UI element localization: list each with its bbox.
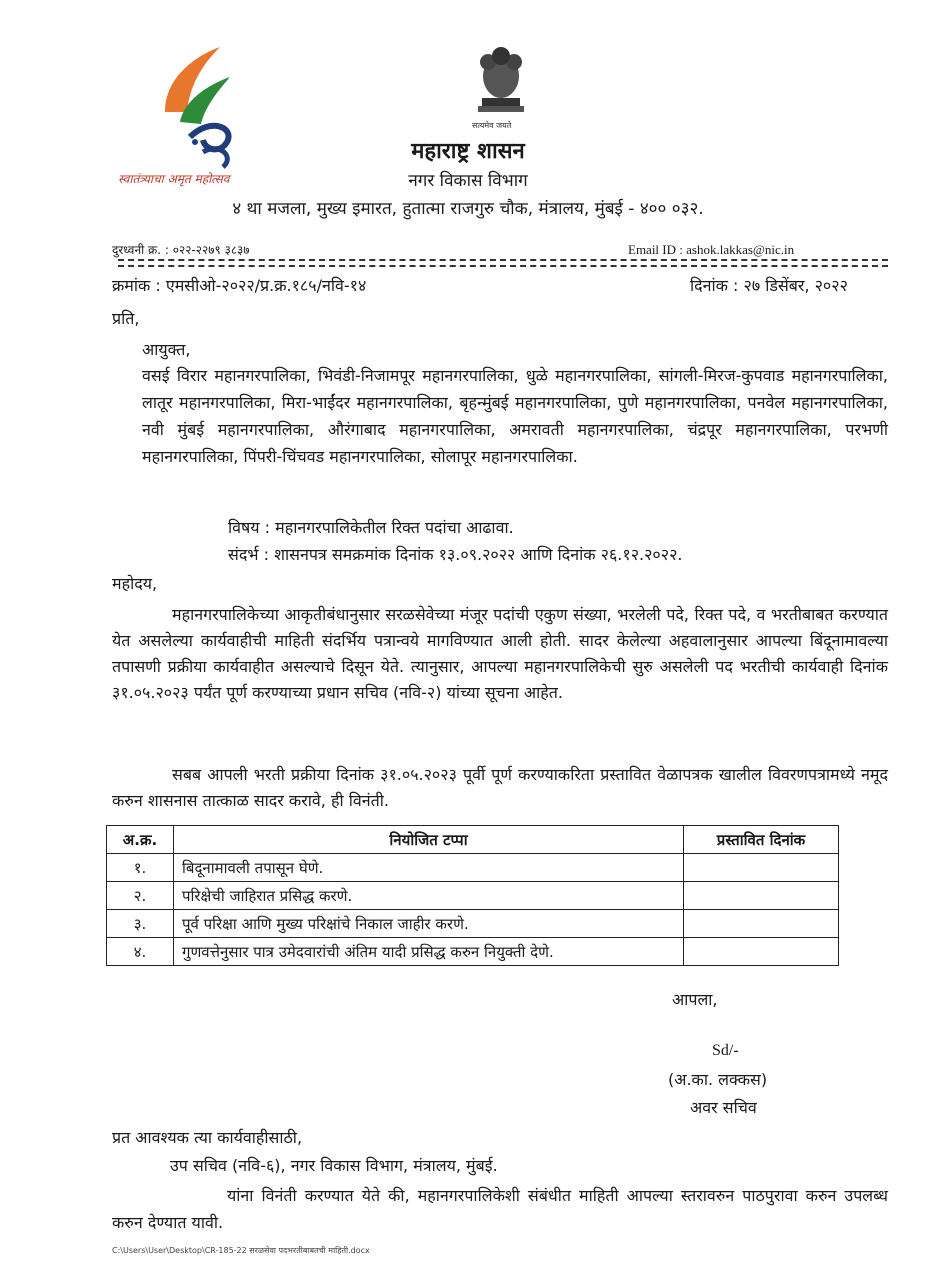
row-step: पूर्व परिक्षा आणि मुख्य परिक्षांचे निकाल जाहीर करणे. (174, 910, 684, 938)
letter-date: दिनांक : २७ डिसेंबर, २०२२ (690, 276, 848, 295)
header-divider (118, 259, 888, 261)
row-date (684, 910, 839, 938)
emblem-motto: सत्यमेव जयते (472, 121, 512, 130)
addressee-title: आयुक्त, (142, 340, 191, 359)
reference-line: संदर्भ : शासनपत्र समक्रमांक दिनांक १३.०९.२०२२ आणि दिनांक २६.१२.२०२२. (228, 545, 683, 564)
row-date (684, 882, 839, 910)
copy-recipient: उप सचिव (नवि-६), नगर विकास विभाग, मंत्रालय, मुंबई. (170, 1156, 498, 1175)
table-row (107, 854, 839, 882)
row-date (684, 854, 839, 882)
file-path: C:\Users\User\Desktop\CR-185-22 सरळसेवा पदभरतीबाबतची माहिती.docx (112, 1246, 370, 1255)
row-serial: ४. (107, 938, 174, 966)
table-row (107, 938, 839, 966)
salutation: महोदय, (112, 574, 158, 593)
table-row (107, 910, 839, 938)
row-serial: १. (107, 854, 174, 882)
row-date (684, 938, 839, 966)
government-name: महाराष्ट्र शासन (411, 139, 525, 164)
addressee-corporations: वसई विरार महानगरपालिका, भिवंडी-निजामपूर महानगरपालिका, धुळे महानगरपालिका, सांगली-मिरज-कुपवाड महानगरपालिका, लातूर महानगरपालिका, मिरा-भाईंदर महानगरपालिका, बृहन्मुंबई महानगरपालिका, पुणे महानगरपालिका, पनवेल महानगरपालिका, नवी मुंबई महानगरपालिका, औरंगाबाद महानगरपालिका, अमरावती महानगरपालिका, चंद्रपूर महानगरपालिका, परभणी महानगरपालिका, पिंपरी-चिंचवड महानगरपालिका, सोलापूर महानगरपालिका. (142, 366, 888, 466)
row-step: गुणवत्तेनुसार पात्र उमेदवारांची अंतिम यादी प्रसिद्ध करुन नियुक्ती देणे. (174, 938, 684, 966)
phone-number: दुरध्वनी क्र. : ०२२-२२७९ ३८३७ (112, 243, 250, 257)
signatory-designation: अवर सचिव (690, 1098, 757, 1117)
table-row (107, 882, 839, 910)
table-header-row (107, 826, 839, 854)
to-label: प्रति, (112, 309, 140, 328)
copy-request: यांना विनंती करण्यात येते की, महानगरपालिकेशी संबंधीत माहिती आपल्या स्तरावरुन पाठपुरावा करुन उपलब्ध करुन देण्यात यावी. (112, 1186, 888, 1232)
header-divider-2 (118, 265, 888, 267)
col-header-step: नियोजित टप्पा (174, 826, 684, 854)
office-address: ४ था मजला, मुख्य इमारत, हुतात्मा राजगुरु चौक, मंत्रालय, मुंबई - ४०० ०३२. (232, 199, 704, 219)
row-serial: ३. (107, 910, 174, 938)
subject-line: विषय : महानगरपालिकेतील रिक्त पदांचा आढावा. (228, 518, 514, 537)
email-id: Email ID : ashok.lakkas@nic.in (628, 242, 795, 257)
letter-number: क्रमांक : एमसीओ-२०२२/प्र.क्र.१८५/नवि-१४ (112, 276, 367, 295)
row-step: परिक्षेची जाहिरात प्रसिद्ध करणे. (174, 882, 684, 910)
department-name: नगर विकास विभाग (408, 171, 528, 191)
col-header-date: प्रस्तावित दिनांक (684, 826, 839, 854)
closing-yours: आपला, (672, 990, 718, 1009)
schedule-table (106, 825, 839, 966)
body-paragraph-2: सबब आपली भरती प्रक्रीया दिनांक ३१.०५.२०२३ पूर्वी पूर्ण करण्याकरिता प्रस्तावित वेळापत्रक खालील विवरणपत्रामध्ये नमूद करुन शासनास तात्काळ सादर करावे, ही विनंती. (112, 765, 888, 810)
row-serial: २. (107, 882, 174, 910)
copy-heading: प्रत आवश्यक त्या कार्यवाहीसाठी, (112, 1128, 303, 1147)
signatory-name: (अ.का. लक्कस) (668, 1070, 768, 1089)
logo-caption: स्वातंत्र्याचा अमृत महोत्सव (118, 172, 230, 186)
col-header-serial: अ.क्र. (107, 826, 174, 854)
signature-sd: Sd/- (712, 1042, 739, 1059)
row-step: बिदूनामावली तपासून घेणे. (174, 854, 684, 882)
body-paragraph-1: महानगरपालिकेच्या आकृतीबंधानुसार सरळसेवेच्या मंजूर पदांची एकुण संख्या, भरलेली पदे, रिक्त पदे, व भरतीबाबत करण्यात येत असलेल्या कार्यवाहीची माहिती संदर्भिय पत्रान्वये मागविण्यात आली होती. सादर केलेल्या अहवालानुसार आपल्या बिंदूनामावल्या तपासणी प्रक्रीया कार्यवाहीत असल्याचे दिसून येते. त्यानुसार, आपल्या महानगरपालिकेची सुरु असलेली पद भरतीची कार्यवाही दिनांक ३१.०५.२०२३ पर्यंत पूर्ण करण्याच्या प्रधान सचिव (नवि-२) यांच्या सूचना आहेत. (112, 605, 889, 702)
national-emblem (470, 40, 532, 132)
